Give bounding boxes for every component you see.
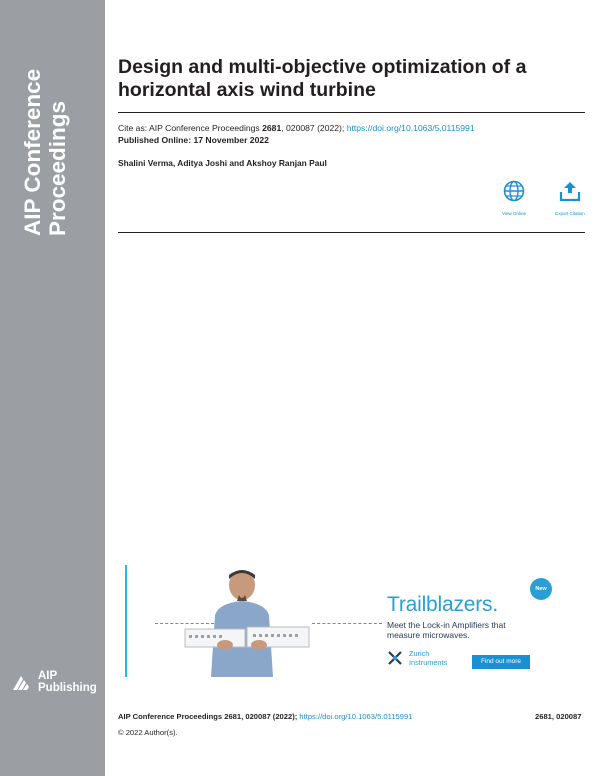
ad-company-logo	[387, 649, 467, 671]
cite-line	[118, 122, 588, 134]
ad-new-badge: New	[530, 578, 552, 600]
author-list: Shalini Verma, Aditya Joshi and Akshoy Ranjan Paul	[118, 158, 327, 168]
publisher-logo[interactable]	[12, 670, 102, 696]
header-divider	[118, 232, 585, 233]
footer-page-number: , 020087	[551, 712, 582, 721]
ad-tagline	[387, 620, 506, 640]
ad-dotted-line-right	[312, 623, 382, 624]
footer-citation	[118, 712, 412, 721]
journal-name-line1: AIP Conference	[20, 68, 45, 236]
article-title: Design and multi-objective optimization of a horizontal axis wind turbine	[118, 56, 527, 101]
footer-page-ref	[535, 712, 581, 721]
globe-icon	[503, 180, 525, 202]
view-online-button[interactable]	[494, 180, 534, 216]
ad-tagline-line1: Meet the Lock-in Amplifiers that	[387, 620, 506, 630]
footer-rest: , 020087 (2022);	[241, 712, 300, 721]
publisher-name	[38, 670, 97, 694]
footer-volume: 2681	[224, 712, 242, 721]
citation-block	[118, 122, 588, 146]
published-date: Published Online: 17 November 2022	[118, 135, 269, 145]
export-citation-label: Export Citation	[555, 211, 585, 216]
footer-doi-link[interactable]: https://doi.org/10.1063/5.0115991	[299, 712, 413, 721]
doi-link[interactable]: https://doi.org/10.1063/5.0115991	[346, 123, 475, 133]
export-citation-button[interactable]	[550, 180, 590, 216]
cite-volume: 2681	[262, 123, 282, 133]
ad-company-name	[409, 650, 447, 667]
ad-tagline-line2: measure microwaves.	[387, 630, 470, 640]
journal-name	[20, 36, 70, 236]
export-icon	[559, 180, 581, 202]
copyright: © 2022 Author(s).	[118, 728, 178, 737]
view-online-label: View Online	[502, 211, 526, 216]
title-divider	[118, 112, 585, 113]
publisher-logo-icon	[12, 674, 34, 692]
ad-company-line1: Zurich	[409, 649, 430, 658]
zurich-x-icon	[387, 650, 403, 666]
journal-name-line2: Proceedings	[45, 100, 70, 236]
ad-person-image	[167, 565, 317, 677]
publisher-name-line1: AIP	[38, 670, 58, 682]
find-out-more-button[interactable]: Find out more	[472, 655, 530, 669]
publisher-name-line2: Publishing	[38, 682, 97, 694]
ad-company-line2: Instruments	[409, 657, 448, 667]
journal-sidebar	[0, 0, 105, 776]
footer-page-volume: 2681	[535, 712, 552, 721]
footer-journal: AIP Conference Proceedings	[118, 712, 225, 721]
cite-prefix: Cite as: AIP Conference Proceedings	[118, 123, 263, 133]
advertisement-banner[interactable]	[125, 565, 567, 677]
cite-rest: , 020087 (2022);	[281, 123, 347, 133]
ad-brand: Trailblazers.	[387, 593, 498, 616]
